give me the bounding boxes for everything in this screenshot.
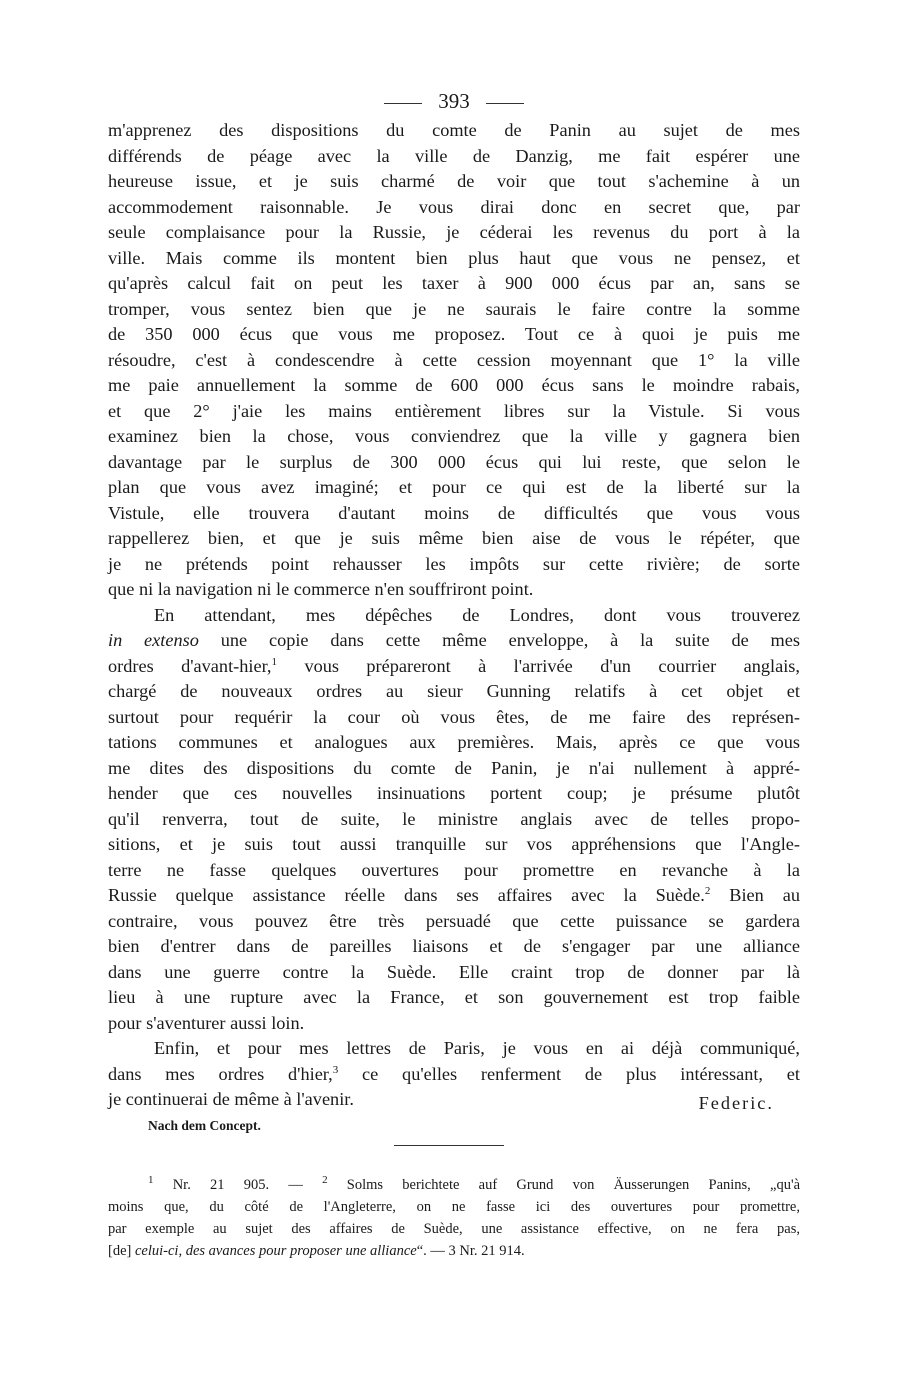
paragraph-line bbox=[108, 1062, 800, 1088]
paragraph-line bbox=[108, 883, 800, 909]
footnote-text: Solms berichtete auf Grund von Äusserungen Panins, „qu'à bbox=[327, 1176, 801, 1193]
closing-row bbox=[108, 1087, 800, 1113]
line-text: ordres d'avant-hier, bbox=[108, 655, 272, 676]
footnote-marker: 2 bbox=[322, 1173, 328, 1186]
footnote-line: moins que, du côté de l'Angleterre, on ne fasse ici des ouvertures pour promettre, bbox=[108, 1198, 800, 1215]
footnotes bbox=[108, 1174, 800, 1262]
paragraph-line bbox=[108, 628, 800, 654]
paragraph-line: Enfin, et pour mes lettres de Paris, je vous en ai déjà communiqué, bbox=[154, 1038, 800, 1058]
body-line: et que 2° j'aie les mains entièrement libres sur la Vistule. Si vous bbox=[108, 400, 800, 421]
body-line: Vistule, elle trouvera d'autant moins de difficultés que vous vous bbox=[108, 502, 800, 523]
body-line: que ni la navigation ni le commerce n'en souffriront point. bbox=[108, 579, 534, 599]
header-rule-right bbox=[486, 103, 524, 104]
paragraph-line: tations communes et analogues aux premières. Mais, après ce que vous bbox=[108, 732, 800, 752]
paragraph-line: me dites des dispositions du comte de Panin, je n'ai nullement à appré- bbox=[108, 757, 800, 778]
body-line: heureuse issue, et je suis charmé de voir que tout s'achemine à un bbox=[108, 171, 800, 191]
body-line: davantage par le surplus de 300 000 écus qui lui reste, que selon le bbox=[108, 451, 800, 472]
body-line: seule complaisance pour la Russie, je céderai les revenus du port à la bbox=[108, 222, 800, 242]
line-text: une copie dans cette même enveloppe, à la suite de mes bbox=[198, 630, 801, 650]
body-line: tromper, vous sentez bien que je ne saurais le faire contre la somme bbox=[108, 298, 800, 319]
footnote-divider bbox=[394, 1145, 504, 1146]
line-text: Russie quelque assistance réelle dans ses affaires avec la Suède. bbox=[108, 885, 705, 905]
footnote-reference: 2 bbox=[704, 884, 711, 897]
paragraph-line bbox=[108, 654, 800, 680]
footnote-marker: 1 bbox=[148, 1173, 154, 1186]
body-line: plan que vous avez imaginé; et pour ce qui est de la liberté sur la bbox=[108, 477, 800, 497]
footnote-reference: 3 bbox=[332, 1063, 339, 1076]
footnote-text: [de] bbox=[108, 1242, 135, 1259]
paragraph-line: dans une guerre contre la Suède. Elle craint trop de donner par là bbox=[108, 961, 800, 982]
paragraph-line: lieu à une rupture avec la France, et son gouvernement est trop faible bbox=[108, 987, 800, 1007]
body-line: ville. Mais comme ils montent bien plus haut que vous ne pensez, et bbox=[108, 247, 800, 268]
paragraph-line: je continuerai de même à l'avenir. bbox=[108, 1089, 354, 1109]
paragraph-line: qu'il renverra, tout de suite, le ministre anglais avec de telles propo- bbox=[108, 808, 800, 829]
paragraph-line: hender que ces nouvelles insinuations portent coup; je présume plutôt bbox=[108, 783, 800, 803]
footnote-quote: celui-ci, des avances pour proposer une alliance bbox=[134, 1242, 417, 1259]
body-line: examinez bien la chose, vous conviendrez que la ville y gagnera bien bbox=[108, 426, 800, 446]
footnote-text: “. — 3 Nr. 21 914. bbox=[416, 1242, 525, 1259]
source-note: Nach dem Concept. bbox=[148, 1117, 261, 1133]
paragraph-line: chargé de nouveaux ordres au sieur Gunning relatifs à cet objet et bbox=[108, 681, 800, 701]
body-line: me paie annuellement la somme de 600 000 écus sans le moindre rabais, bbox=[108, 375, 800, 395]
paragraph-line: bien d'entrer dans de pareilles liaisons et de s'engager par une alliance bbox=[108, 936, 800, 956]
italic-phrase: in extenso bbox=[108, 630, 199, 650]
page-number: 393 bbox=[438, 89, 470, 113]
body-line: accommodement raisonnable. Je vous dirai donc en secret que, par bbox=[108, 196, 800, 217]
paragraph-line: En attendant, mes dépêches de Londres, dont vous trouverez bbox=[154, 604, 800, 625]
body-line: résoudre, c'est à condescendre à cette cession moyennant que 1° la ville bbox=[108, 349, 800, 370]
footnote-text: Nr. 21 905. — bbox=[153, 1176, 323, 1193]
line-text: Bien au bbox=[710, 885, 800, 905]
page-header bbox=[108, 86, 800, 116]
line-text: dans mes ordres d'hier, bbox=[108, 1063, 333, 1084]
body-line: m'apprenez des dispositions du comte de Panin au sujet de mes bbox=[108, 120, 800, 140]
footnote-reference: 1 bbox=[271, 655, 277, 668]
body-line: qu'après calcul fait on peut les taxer à 900 000 écus par an, sans se bbox=[108, 273, 800, 293]
line-text: vous prépareront à l'arrivée d'un courrier anglais, bbox=[277, 655, 800, 676]
paragraph-line: surtout pour requérir la cour où vous êtes, de me faire des représen- bbox=[108, 706, 800, 727]
footnote-line: par exemple au sujet des affaires de Suède, une assistance effective, on ne fera pas, bbox=[108, 1220, 800, 1237]
page bbox=[108, 86, 800, 1262]
letter-body bbox=[108, 118, 800, 1113]
footnote-line bbox=[108, 1174, 800, 1196]
header-rule-left bbox=[384, 103, 422, 104]
paragraph-line: contraire, vous pouvez être très persuadé que cette puissance se gardera bbox=[108, 910, 800, 931]
paragraph-line: pour s'aventurer aussi loin. bbox=[108, 1012, 305, 1033]
footnote-line bbox=[108, 1240, 800, 1262]
body-line: rappellerez bien, et que je suis même bien aise de vous le répéter, que bbox=[108, 528, 800, 548]
body-line: de 350 000 écus que vous me proposez. Tout ce à quoi je puis me bbox=[108, 324, 800, 344]
signature: Federic. bbox=[698, 1093, 774, 1113]
paragraph-line: terre ne fasse quelques ouvertures pour promettre en revanche à la bbox=[108, 859, 800, 880]
body-line: différends de péage avec la ville de Danzig, me fait espérer une bbox=[108, 145, 800, 166]
paragraph-line: sitions, et je suis tout aussi tranquille sur vos appréhensions que l'Angle- bbox=[108, 834, 800, 854]
body-line: je ne prétends point rehausser les impôts sur cette rivière; de sorte bbox=[108, 553, 800, 574]
line-text: ce qu'elles renferment de plus intéressant, et bbox=[338, 1063, 800, 1084]
